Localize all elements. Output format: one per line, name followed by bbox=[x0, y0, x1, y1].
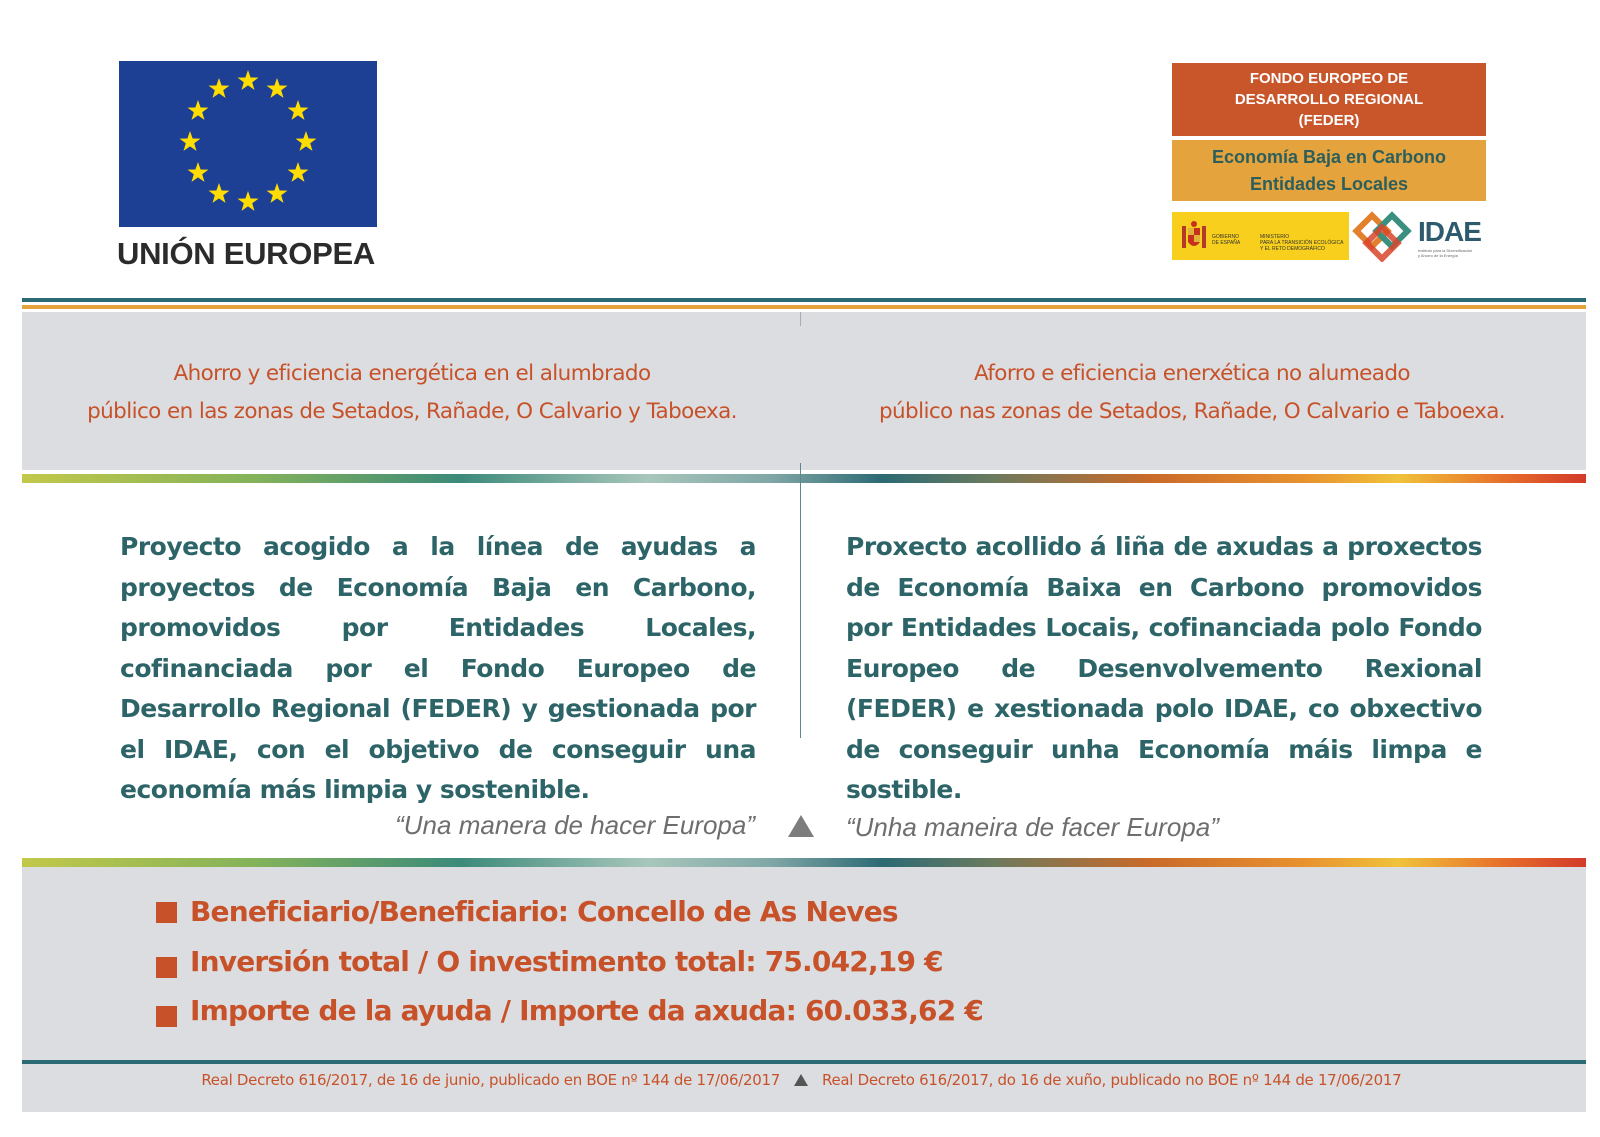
idae-knot-icon bbox=[1351, 210, 1421, 262]
program-line: Entidades Locales bbox=[1249, 173, 1409, 194]
ministry-line: PARA LA TRANSICIÓN ECOLÓGICA bbox=[1260, 240, 1344, 246]
beneficiary-line: Beneficiario/Beneficiario: Concello de As Neves bbox=[190, 895, 898, 928]
feder-title-line: FONDO EUROPEO DE bbox=[1249, 70, 1409, 87]
bullet-square-icon bbox=[156, 957, 177, 978]
gradient-divider bbox=[22, 474, 1586, 483]
triangle-icon bbox=[794, 1074, 808, 1086]
body-gl: Proxecto acollido á liña de axudas a proxectos de Economía Baixa en Carbono promovidos por Entidades Locais, cofinanciada polo Fondo Europeo de Desenvolvemento Rexional (FEDER) e xestionada polo IDAE, co obxectivo de conseguir unha Economía máis limpa e sostible. bbox=[846, 532, 1482, 804]
divider-orange bbox=[22, 305, 1586, 309]
body-es: Proyecto acogido a la línea de ayudas a proyectos de Economía Baja en Carbono, promovidos por Entidades Locales, cofinanciada por el Fondo Europeo de Desarrollo Regional (FEDER) y gestionada por el IDAE, con el objetivo de conseguir una economía más limpia y sostenible. bbox=[120, 532, 756, 804]
bullet-square-icon bbox=[156, 902, 177, 923]
feder-title-line: (FEDER) bbox=[1298, 112, 1360, 129]
spain-crest-icon bbox=[1180, 220, 1208, 252]
footer-es: Real Decreto 616/2017, de 16 de junio, publicado en BOE nº 144 de 17/06/2017 bbox=[201, 1071, 780, 1089]
title-gl-line: Aforro e eficiencia enerxética no alumeado bbox=[974, 361, 1410, 386]
motto-es: “Una manera de hacer Europa” bbox=[395, 810, 755, 840]
title-es-line: Ahorro y eficiencia energética en el alumbrado bbox=[173, 361, 651, 386]
investment-line: Inversión total / O investimento total: 75.042,19 € bbox=[190, 945, 943, 978]
idae-label: IDAE bbox=[1418, 216, 1481, 247]
aid-line: Importe de la ayuda / Importe da axuda: 60.033,62 € bbox=[190, 994, 984, 1027]
title-gl bbox=[812, 355, 1572, 431]
ministry-text bbox=[1260, 234, 1343, 252]
government-logo bbox=[1172, 212, 1349, 260]
gov-line: DE ESPAÑA bbox=[1212, 240, 1241, 246]
sponsor-logos bbox=[1172, 208, 1486, 264]
center-divider bbox=[800, 463, 801, 738]
feder-title bbox=[1172, 63, 1486, 136]
gradient-divider bbox=[22, 858, 1586, 867]
program-label bbox=[1172, 140, 1486, 201]
footer-gl: Real Decreto 616/2017, do 16 de xuño, publicado no BOE nº 144 de 17/06/2017 bbox=[822, 1071, 1402, 1089]
title-es bbox=[32, 355, 792, 431]
idae-sub-line: Instituto para la Diversificación bbox=[1418, 248, 1473, 253]
divider-teal bbox=[22, 298, 1586, 302]
bullet-square-icon bbox=[156, 1006, 177, 1027]
ministry-line: Y EL RETO DEMOGRÁFICO bbox=[1260, 246, 1325, 252]
ministry-line: MINISTERIO bbox=[1260, 234, 1290, 240]
program-line: Economía Baja en Carbono bbox=[1211, 146, 1447, 167]
idae-sub-line: y Ahorro de la Energía bbox=[1418, 253, 1458, 258]
idae-subtitle bbox=[1418, 248, 1472, 258]
title-es-line: público en las zonas de Setados, Rañade, O Calvario y Taboexa. bbox=[87, 399, 737, 424]
feder-title-line: DESARROLLO REGIONAL bbox=[1234, 91, 1424, 108]
eu-stars-icon bbox=[119, 61, 377, 227]
eu-label: UNIÓN EUROPEA bbox=[117, 236, 375, 271]
center-tick bbox=[800, 312, 801, 326]
motto-gl: “Unha maneira de facer Europa” bbox=[846, 812, 1219, 842]
eu-flag bbox=[119, 61, 377, 227]
gov-line: GOBIERNO bbox=[1212, 234, 1239, 240]
title-gl-line: público nas zonas de Setados, Rañade, O Calvario e Taboexa. bbox=[878, 399, 1506, 424]
gov-text bbox=[1212, 234, 1240, 246]
triangle-icon bbox=[788, 815, 814, 837]
